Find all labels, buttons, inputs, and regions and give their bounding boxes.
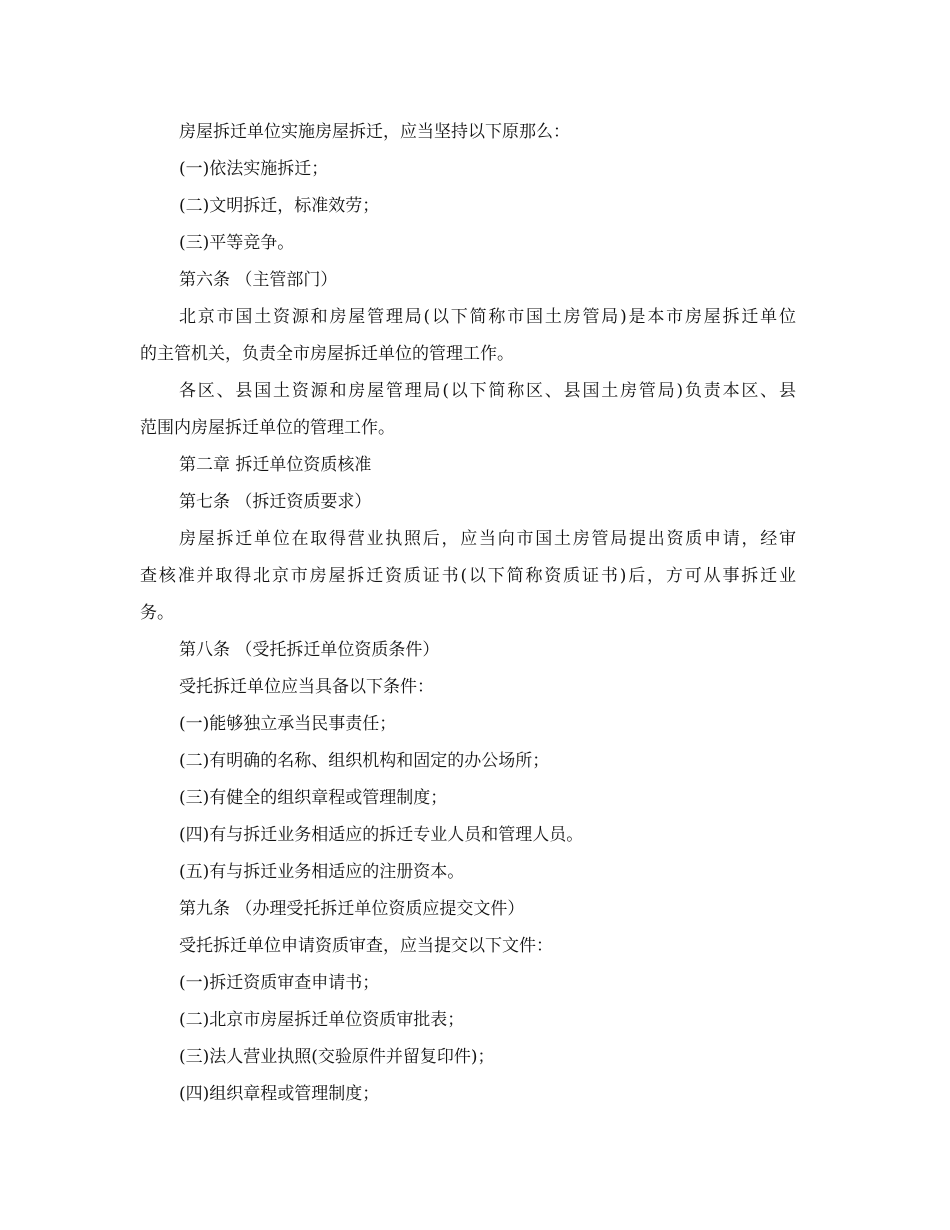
document-line: 范围内房屋拆迁单位的管理工作。 bbox=[140, 418, 395, 438]
document-line: (五)有与拆迁业务相适应的注册资本。 bbox=[179, 862, 465, 882]
document-line: (二)北京市房屋拆迁单位资质审批表； bbox=[179, 1010, 465, 1030]
document-line: 受托拆迁单位应当具备以下条件： bbox=[179, 677, 434, 697]
document-line: 受托拆迁单位申请资质审查，应当提交以下文件： bbox=[179, 936, 553, 956]
document-line: (二)有明确的名称、组织机构和固定的办公场所； bbox=[179, 751, 550, 771]
document-line: (四)组织章程或管理制度； bbox=[179, 1084, 380, 1104]
document-line: 查核准并取得北京市房屋拆迁资质证书(以下简称资质证书)后，方可从事拆迁业 bbox=[140, 566, 796, 586]
document-line: (二)文明拆迁，标准效劳； bbox=[179, 196, 380, 216]
document-line: 各区、县国土资源和房屋管理局(以下简称区、县国土房管局)负责本区、县 bbox=[179, 381, 796, 401]
document-line: 北京市国土资源和房屋管理局(以下简称市国土房管局)是本市房屋拆迁单位 bbox=[179, 307, 796, 327]
document-line: 第九条 （办理受托拆迁单位资质应提交文件） bbox=[179, 899, 525, 919]
document-line: (三)法人营业执照(交验原件并留复印件)； bbox=[179, 1047, 495, 1067]
document-line: (四)有与拆迁业务相适应的拆迁专业人员和管理人员。 bbox=[179, 825, 584, 845]
document-line: 第二章 拆迁单位资质核准 bbox=[179, 455, 372, 475]
document-line: 第六条 （主管部门） bbox=[179, 270, 338, 290]
document-line: 房屋拆迁单位实施房屋拆迁，应当坚持以下原那么： bbox=[179, 122, 570, 142]
document-line: (一)拆迁资质审查申请书； bbox=[179, 973, 380, 993]
document-body bbox=[140, 114, 796, 1113]
document-line: 房屋拆迁单位在取得营业执照后，应当向市国土房管局提出资质申请，经审 bbox=[179, 529, 796, 549]
document-line: (三)平等竞争。 bbox=[179, 233, 295, 253]
document-line: (一)依法实施拆迁； bbox=[179, 159, 329, 179]
document-line: (三)有健全的组织章程或管理制度； bbox=[179, 788, 448, 808]
document-line: (一)能够独立承当民事责任； bbox=[179, 714, 397, 734]
document-line: 第八条 （受托拆迁单位资质条件） bbox=[179, 640, 440, 660]
document-line: 务。 bbox=[140, 603, 174, 623]
document-line: 第七条 （拆迁资质要求） bbox=[179, 492, 372, 512]
document-line: 的主管机关，负责全市房屋拆迁单位的管理工作。 bbox=[140, 344, 514, 364]
